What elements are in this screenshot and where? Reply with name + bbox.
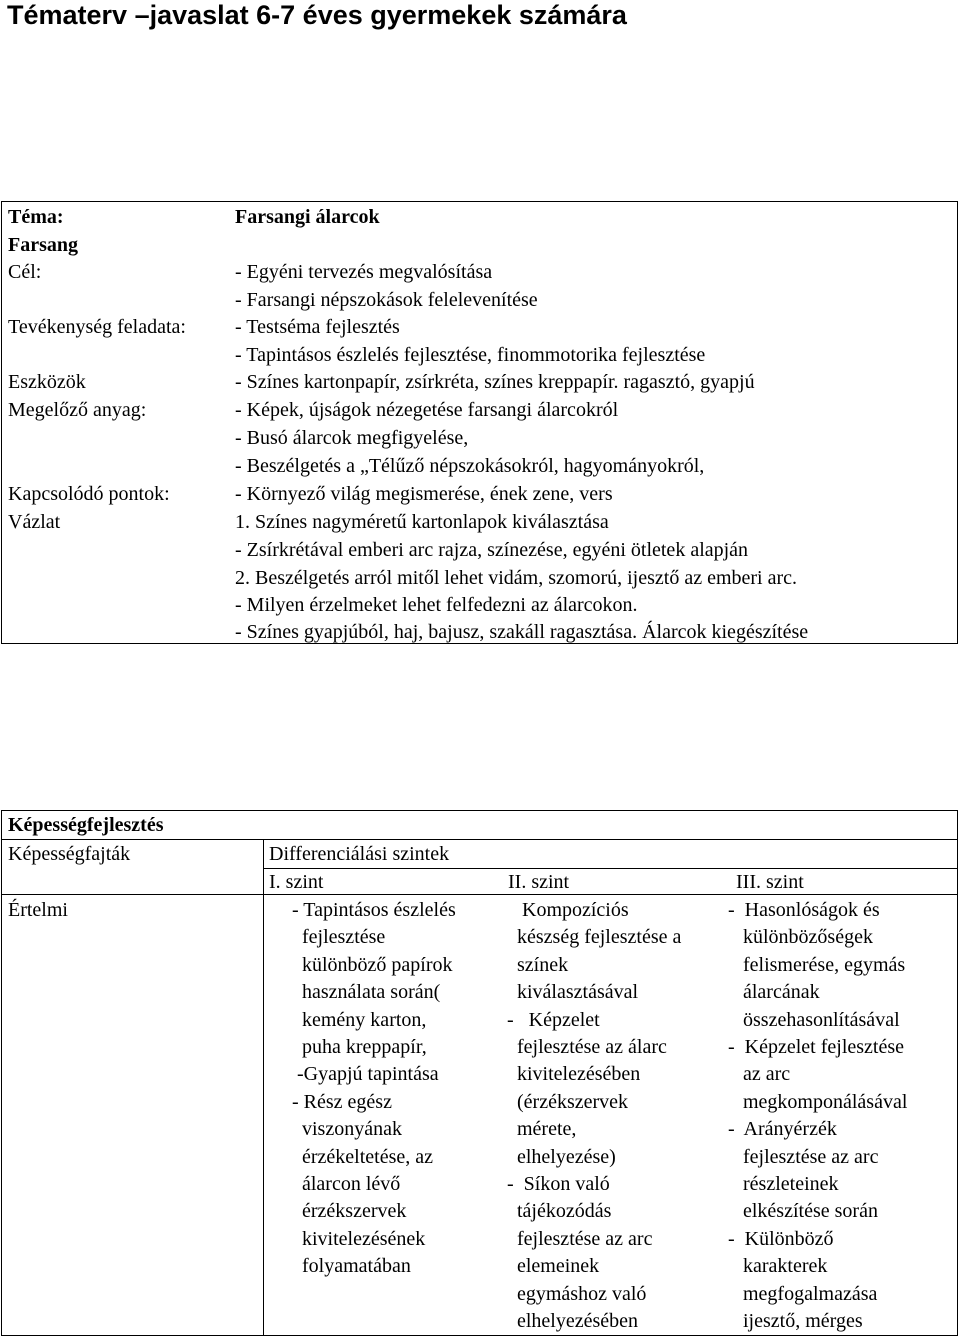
outline-row: [8, 618, 957, 646]
prior-row: [8, 396, 957, 424]
outline-item: - Színes gyapjúból, haj, bajusz, szakáll ragasztása. Álarcok kiegészítése: [235, 621, 809, 643]
activity-item: - Testséma fejlesztés: [235, 316, 400, 338]
level-1-text: - Tapintásos észlelés fejlesztése különböző papírok használata során( kemény karton, puha kreppapír, -Gyapjú tapintása - Rész egész viszonyának érzékeltetése, az álarcon lévő érzékszervek kivitelezésének folyamatában: [292, 899, 456, 1278]
column-divider: [263, 839, 264, 1335]
row-divider: [263, 868, 957, 869]
outline-row: [8, 508, 957, 536]
level-2-text: Kompozíciós készség fejlesztése a színek kiválasztásával - Képzelet fejlesztése az álarc kivitelezésében (érzékszervek mérete, elhelyezése) - Síkon való tájékozódás fejlesztése az arc elemeinek egymáshoz való elhelyezésében: [507, 899, 682, 1333]
goal-label: Cél:: [8, 261, 42, 283]
outline-row: [8, 536, 957, 564]
skill-types-header: Képességfajták: [8, 843, 131, 865]
goal-item: - Farsangi népszokások felelevenítése: [235, 289, 538, 311]
row-divider: [2, 839, 957, 840]
outline-label: Vázlat: [8, 511, 61, 533]
links-item: - Környező világ megismerése, ének zene, vers: [235, 483, 613, 505]
skills-table: [1, 810, 958, 1336]
outline-row: [8, 591, 957, 619]
goal-item: - Egyéni tervezés megvalósítása: [235, 261, 493, 283]
links-label: Kapcsolódó pontok:: [8, 483, 170, 505]
prior-label: Megelőző anyag:: [8, 399, 147, 421]
links-row: [8, 480, 957, 508]
outline-row: [8, 564, 957, 592]
goal-row: [8, 286, 957, 314]
skills-heading: Képességfejlesztés: [8, 814, 164, 836]
activity-item: - Tapintásos észlelés fejlesztése, finommotorika fejlesztése: [235, 344, 706, 366]
outline-item: 1. Színes nagyméretű kartonlapok kiválasztása: [235, 511, 609, 533]
theme-sub-row: [8, 231, 957, 259]
outline-item: - Zsírkrétával emberi arc rajza, színezése, egyéni ötletek alapján: [235, 539, 749, 561]
row-label-cognitive: Értelmi: [8, 899, 68, 921]
tools-label: Eszközök: [8, 371, 86, 393]
level-2-header: II. szint: [508, 871, 570, 893]
activity-row: [8, 313, 957, 341]
level-3-text: - Hasonlóságok és különbözőségek felismerése, egymás álarcának összehasonlításával - Képzelet fejlesztése az arc megkomponálásával - Arányérzék fejlesztése az arc részleteinek elkészítése során - Különböző karakterek megfogalmazása ijesztő, mérges: [728, 899, 908, 1333]
outline-item: - Milyen érzelmeket lehet felfedezni az álarcokon.: [235, 594, 638, 616]
prior-item: - Busó álarcok megfigyelése,: [235, 427, 469, 449]
goal-row: [8, 258, 957, 286]
row-divider: [2, 894, 957, 895]
theme-row: [8, 203, 957, 231]
plan-table: [1, 201, 958, 644]
page-title: Tématerv –javaslat 6-7 éves gyermekek számára: [7, 0, 627, 30]
theme-label: Téma:: [8, 206, 64, 228]
tools-row: [8, 368, 957, 396]
prior-item: - Beszélgetés a „Télűző népszokásokról, hagyományokról,: [235, 455, 705, 477]
theme-value: Farsangi álarcok: [235, 206, 380, 228]
level-1-header: I. szint: [269, 871, 324, 893]
outline-item: 2. Beszélgetés arról mitől lehet vidám, szomorú, ijesztő az emberi arc.: [235, 567, 798, 589]
level-3-header: III. szint: [736, 871, 804, 893]
levels-header: Differenciálási szintek: [269, 843, 450, 865]
prior-item: - Képek, újságok nézegetése farsangi álarcokról: [235, 399, 619, 421]
theme-sub: Farsang: [8, 234, 78, 256]
prior-row: [8, 424, 957, 452]
prior-row: [8, 452, 957, 480]
activity-row: [8, 341, 957, 369]
activity-label: Tevékenység feladata:: [8, 316, 186, 338]
tools-item: - Színes kartonpapír, zsírkréta, színes kreppapír. ragasztó, gyapjú: [235, 371, 755, 393]
